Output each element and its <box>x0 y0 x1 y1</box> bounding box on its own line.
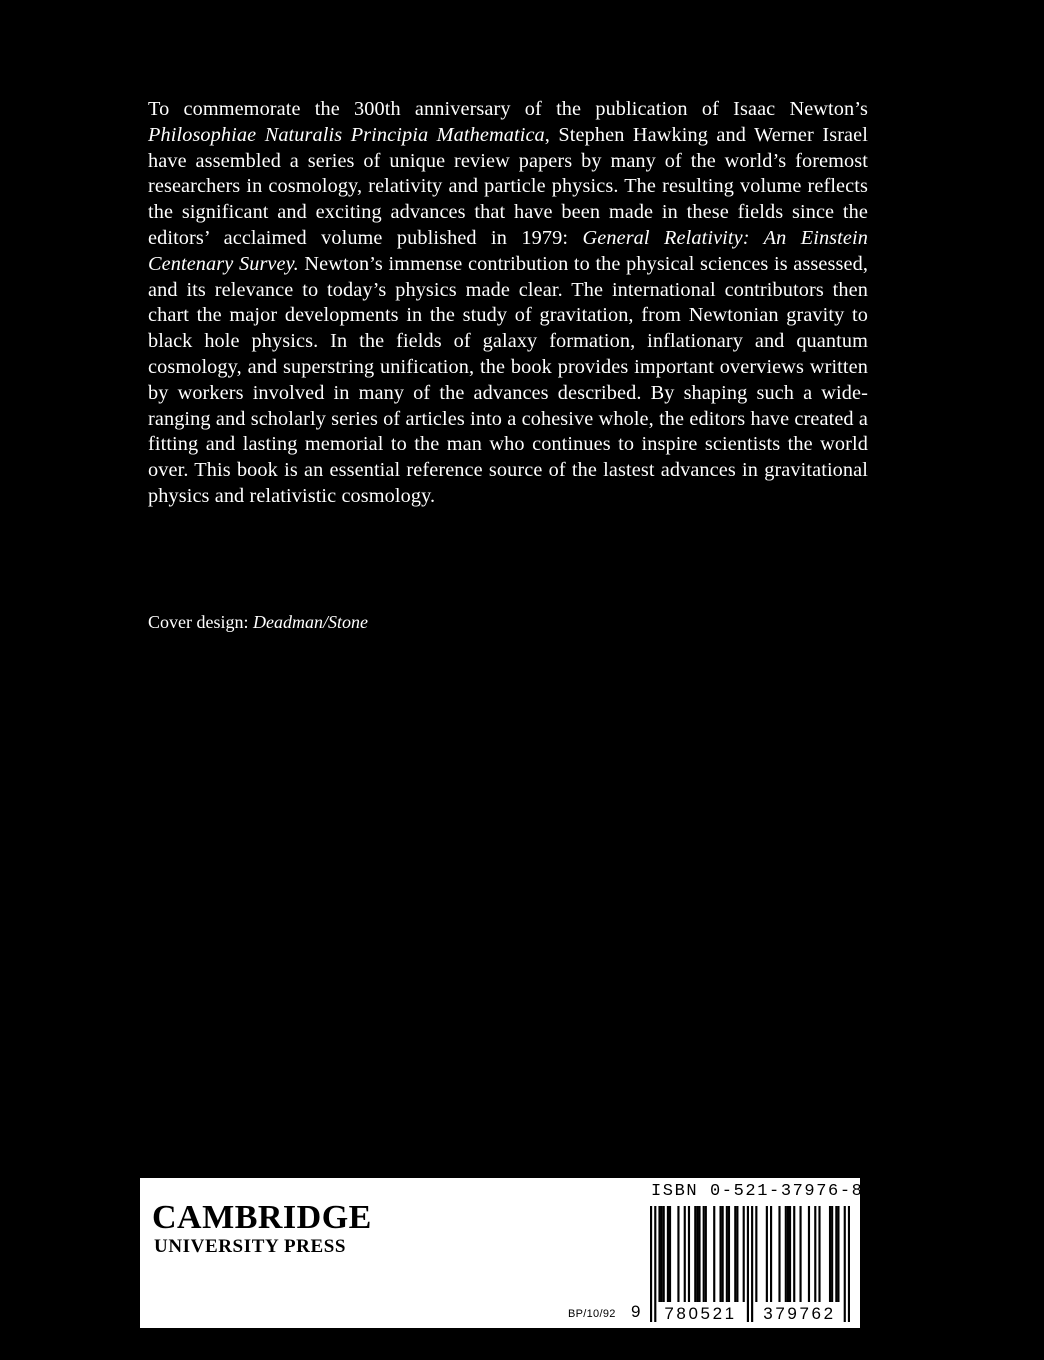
barcode-bar <box>698 1206 700 1302</box>
blurb-title-principia: Philosophiae Naturalis Principia Mathematica <box>148 123 545 146</box>
barcode-bar <box>728 1206 730 1302</box>
barcode-bar <box>755 1206 757 1302</box>
barcode-bar <box>736 1206 738 1302</box>
publisher-code: BP/10/92 <box>568 1308 616 1320</box>
barcode-bar <box>844 1206 846 1322</box>
logo-line-cambridge: CAMBRIDGE <box>152 1199 372 1236</box>
barcode-bar <box>663 1206 665 1302</box>
blurb-text-2: , Stephen Hawking and Werner Israel have assembled a series of unique review papers by many of the world’s foremost researchers in cosmology, relativity and particle physics. The resulting volume reflects the significant and exciting advances that have been made in these fields since the editors’ acclaimed volume published in 1979: <box>148 123 868 249</box>
barcode-bar <box>785 1206 787 1302</box>
barcode-bar <box>684 1206 686 1302</box>
barcode-bar <box>787 1206 789 1302</box>
barcode-bar <box>778 1206 780 1302</box>
barcode-bar <box>694 1206 696 1302</box>
barcode-bar <box>799 1206 801 1302</box>
barcode-bar <box>669 1206 671 1302</box>
barcode-bar <box>837 1206 839 1302</box>
barcode-bar <box>829 1206 831 1302</box>
barcode-bar <box>705 1206 707 1302</box>
barcode-bar <box>661 1206 663 1302</box>
barcode-bar <box>713 1206 715 1302</box>
barcode-bar <box>818 1206 820 1302</box>
barcode-icon <box>650 1206 850 1324</box>
barcode-digit-group: 780521 <box>664 1304 737 1323</box>
blurb-text-1: To commemorate the 300th anniversary of the publication of Isaac Newton’s <box>148 98 868 120</box>
barcode-bar <box>726 1206 728 1302</box>
barcode-bar <box>751 1206 753 1322</box>
barcode-bar <box>808 1206 810 1302</box>
barcode-digit-group: 379762 <box>763 1304 836 1323</box>
barcode-bar <box>789 1206 791 1302</box>
barcode-bar <box>688 1206 690 1302</box>
barcode-bar <box>793 1206 795 1302</box>
barcode-bar <box>696 1206 698 1302</box>
barcode-bar <box>703 1206 705 1302</box>
barcode-lead-digit: 9 <box>631 1302 641 1321</box>
barcode-bar <box>835 1206 837 1302</box>
barcode-bar <box>722 1206 724 1302</box>
barcode-bar <box>677 1206 679 1302</box>
barcode-bar <box>814 1206 816 1302</box>
barcode-digits <box>657 1304 842 1324</box>
cover-design-credit <box>148 610 368 634</box>
barcode-bar <box>667 1206 669 1302</box>
barcode-bar <box>770 1206 772 1302</box>
barcode-bar <box>831 1206 833 1302</box>
barcode-bar <box>654 1206 656 1322</box>
credit-label: Cover design: <box>148 612 253 632</box>
barcode-bar <box>743 1206 745 1302</box>
publisher-barcode-panel <box>140 1178 864 1328</box>
barcode-bar <box>650 1206 652 1322</box>
barcode-bar <box>747 1206 749 1322</box>
credit-names: Deadman/Stone <box>253 612 368 632</box>
barcode-bar <box>734 1206 736 1302</box>
blurb-title-general-relativity: General Relativity: An Einstein Centenary Survey. <box>148 226 868 275</box>
logo-line-university-press: UNIVERSITY PRESS <box>154 1236 347 1257</box>
barcode-bar <box>848 1206 850 1322</box>
back-cover-blurb <box>148 97 868 510</box>
barcode-bar <box>766 1206 768 1302</box>
barcode-bar <box>719 1206 721 1302</box>
barcode-bar <box>658 1206 660 1302</box>
cambridge-logo <box>152 1200 372 1258</box>
blurb-text-3: Newton’s immense contribution to the physical sciences is assessed, and its relevance to today’s physics made clear. The international contributors then chart the major developments in the study of gravitation, from Newtonian gravity to black hole physics. In the fields of galaxy formation, inflationary and quantum cosmology, and superstring unification, the book provides important overviews written by workers involved in many of the advances described. By shaping such a wide-ranging and scholarly series of articles into a cohesive whole, the editors have created a fitting and lasting memorial to the man who continues to inspire scientists the world over. This book is an essential reference source of the lastest advances in gravitational physics and relativistic cosmology. <box>148 252 868 507</box>
isbn-text: ISBN 0-521-37976-8 <box>651 1182 864 1201</box>
